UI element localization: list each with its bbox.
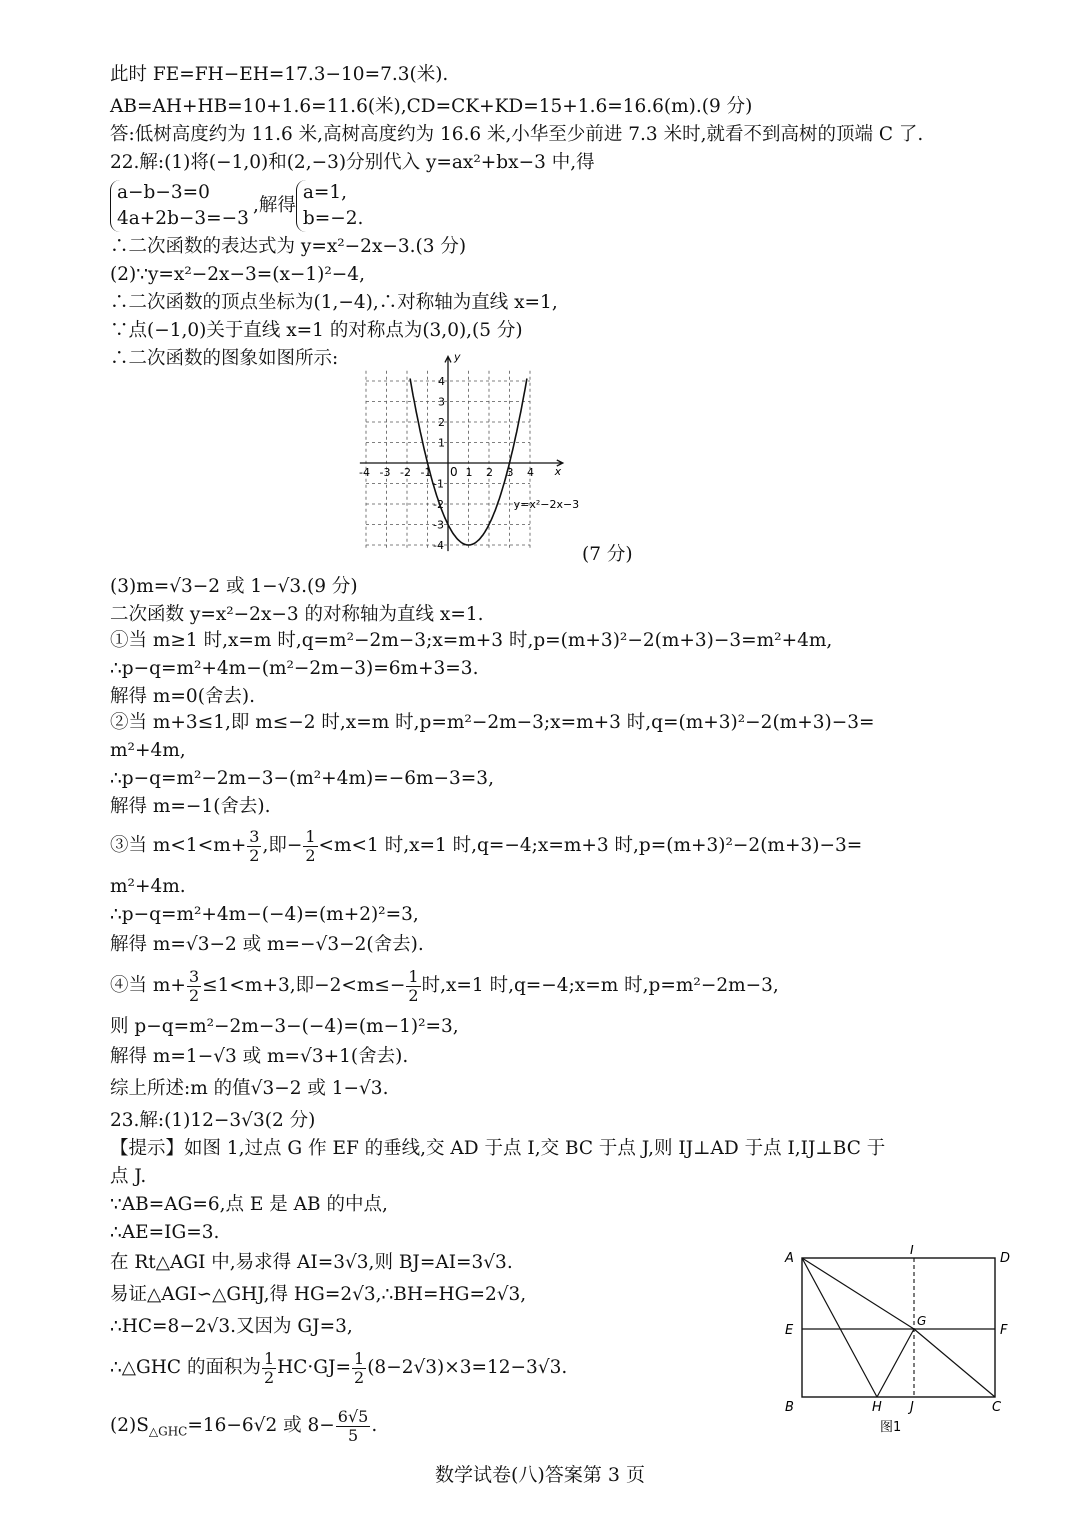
denominator: 2 <box>188 985 200 1005</box>
segment-gc <box>914 1329 995 1397</box>
y-tick-label: 4 <box>438 375 445 388</box>
case-3 <box>110 824 1020 868</box>
numerator: 6√5 <box>337 1406 369 1426</box>
text-line: m²+4m, <box>110 740 186 761</box>
text-line: 二次函数 y=x²−2x−3 的对称轴为直线 x=1. <box>110 604 484 625</box>
segment-hg <box>877 1329 914 1397</box>
text-line: 解得 m=−1(舍去). <box>110 796 271 817</box>
y-tick-label: -3 <box>433 518 444 532</box>
fraction <box>262 1350 276 1387</box>
curve-label: y=x²−2x−3 <box>513 498 580 512</box>
x-tick-label: -3 <box>379 466 391 479</box>
text-line: 易证△AGI∽△GHJ,得 HG=2√3,∴BH=HG=2√3, <box>110 1284 527 1305</box>
rectangle-abcd <box>802 1258 995 1397</box>
text-line: ∵AB=AG=6,点 E 是 AB 的中点, <box>110 1194 388 1215</box>
fraction <box>406 968 420 1005</box>
label-b: B <box>785 1400 794 1415</box>
text-line: 此时 FE=FH−EH=17.3−10=7.3(米). <box>110 64 449 85</box>
text-line: AB=AH+HB=10+1.6=11.6(米),CD=CK+KD=15+1.6=16.6(m).(9 分) <box>110 96 753 117</box>
part-2-text: =16−6√2 或 8− <box>187 1415 335 1436</box>
x-tick-label: 1 <box>465 466 473 479</box>
text-line: ∵点(−1,0)关于直线 x=1 的对称点为(3,0),(5 分) <box>110 320 523 341</box>
case-4-text: ④当 m+ <box>110 975 186 996</box>
text-line: 解得 m=√3−2 或 m=−√3−2(舍去). <box>110 934 424 955</box>
denominator: 5 <box>347 1425 359 1445</box>
text-line: 答:低树高度约为 11.6 米,高树高度约为 16.6 米,小华至少前进 7.3 米时,就看不到高树的顶端 C 了. <box>110 124 924 145</box>
case-4 <box>110 964 1020 1008</box>
y-tick-label: -1 <box>433 477 444 491</box>
solution: b=−2. <box>302 208 364 229</box>
equation-system <box>110 178 367 234</box>
denominator: 2 <box>249 845 260 865</box>
page-footer: 数学试卷(八)答案第 3 页 <box>435 1464 645 1486</box>
text-line: ∴二次函数的图象如图所示: <box>110 348 339 369</box>
numerator: 3 <box>249 826 260 846</box>
equation: a−b−3=0 <box>117 182 210 203</box>
label-j: J <box>910 1400 914 1415</box>
label-i: I <box>910 1245 914 1258</box>
subscript: △GHC <box>148 1424 188 1439</box>
label-g: G <box>917 1314 927 1328</box>
question-22-heading: 22.解:(1)将(−1,0)和(2,−3)分别代入 y=ax²+bx−3 中,得 <box>110 152 595 173</box>
text-line: ∴AE=IG=3. <box>110 1222 220 1243</box>
hint-line: 【提示】如图 1,过点 G 作 EF 的垂线,交 AD 于点 I,交 BC 于点 J,则 IJ⊥AD 于点 I,IJ⊥BC 于 <box>110 1138 886 1159</box>
text-line: 点 J. <box>110 1166 147 1187</box>
denominator: 2 <box>263 1367 275 1387</box>
fraction <box>187 968 201 1005</box>
text-line: ∴p−q=m²−2m−3−(m²+4m)=−6m−3=3, <box>110 768 494 789</box>
score-label: (7 分) <box>582 544 633 565</box>
part-2-text: (2)S <box>110 1415 149 1436</box>
denominator: 2 <box>354 1367 365 1387</box>
y-tick-label: -4 <box>433 539 444 552</box>
text-line: 解得 m=0(舍去). <box>110 686 256 707</box>
text-line: ∴二次函数的顶点坐标为(1,−4),∴对称轴为直线 x=1, <box>110 292 558 313</box>
area-text: ∴△GHC 的面积为 <box>110 1357 261 1378</box>
label-d: D <box>1000 1251 1011 1266</box>
text-line: ∴p−q=m²+4m−(m²−2m−3)=6m+3=3. <box>110 658 479 679</box>
numerator: 1 <box>354 1348 365 1368</box>
numerator: 1 <box>263 1348 275 1368</box>
x-tick-label: 2 <box>486 466 493 479</box>
numerator: 1 <box>408 966 419 986</box>
text-line: (3)m=√3−2 或 1−√3.(9 分) <box>110 576 358 597</box>
y-tick-label: -2 <box>433 498 444 511</box>
text-line: ∴HC=8−2√3.又因为 GJ=3, <box>110 1316 353 1337</box>
label-f: F <box>1000 1323 1008 1338</box>
axis-lines <box>360 356 563 551</box>
question-23-heading: 23.解:(1)12−3√3(2 分) <box>110 1110 316 1131</box>
area-text: (8−2√3)×3=12−3√3. <box>367 1357 568 1378</box>
axes <box>360 356 563 551</box>
case-3-text: ,即− <box>262 835 303 856</box>
text-line: ∴p−q=m²+4m−(−4)=(m+2)²=3, <box>110 904 419 925</box>
denominator: 2 <box>305 845 316 865</box>
text-line: ∴二次函数的表达式为 y=x²−2x−3.(3 分) <box>110 236 467 257</box>
solution-brace <box>296 180 364 232</box>
case-2: ②当 m+3≤1,即 m≤−2 时,x=m 时,p=m²−2m−3;x=m+3 时,q=(m+3)²−2(m+3)−3= <box>110 712 875 733</box>
y-axis-label: y <box>454 352 461 364</box>
segment-ag <box>802 1258 914 1329</box>
solve-text: ,解得 <box>252 195 296 216</box>
figure-1 <box>780 1245 1020 1445</box>
x-tick-label: 3 <box>506 466 514 479</box>
part-2-text: . <box>371 1415 378 1436</box>
fraction <box>247 828 261 865</box>
origin-label: 0 <box>450 465 458 479</box>
x-tick-label: -2 <box>400 466 411 479</box>
left-brace <box>110 180 249 232</box>
fraction <box>352 1350 366 1387</box>
figure-caption: 图1 <box>880 1420 902 1435</box>
solution: a=1, <box>302 182 348 203</box>
denominator: 2 <box>408 985 419 1005</box>
fraction <box>336 1408 371 1445</box>
text-line: 在 Rt△AGI 中,易求得 AI=3√3,则 BJ=AI=3√3. <box>110 1252 513 1273</box>
text-line: 综上所述:m 的值√3−2 或 1−√3. <box>110 1078 389 1099</box>
label-h: H <box>872 1400 882 1415</box>
x-axis-label: x <box>554 465 562 478</box>
label-e: E <box>785 1323 794 1338</box>
area-text: HC·GJ= <box>277 1357 352 1378</box>
label-a: A <box>785 1251 794 1266</box>
equation: 4a+2b−3=−3 <box>117 208 249 229</box>
fraction <box>303 828 317 865</box>
text-line: 则 p−q=m²−2m−3−(−4)=(m−1)²=3, <box>110 1016 459 1037</box>
y-tick-label: 3 <box>438 395 445 409</box>
case-4-text: 时,x=1 时,q=−4;x=m 时,p=m²−2m−3, <box>421 975 779 996</box>
parabola-graph <box>355 352 585 562</box>
case-3-text: ③当 m<1<m+ <box>110 835 247 856</box>
x-tick-label: 4 <box>527 466 534 479</box>
text-line: 解得 m=1−√3 或 m=√3+1(舍去). <box>110 1046 409 1067</box>
numerator: 1 <box>305 826 316 846</box>
numerator: 3 <box>188 966 200 986</box>
x-tick-label: -4 <box>359 466 370 479</box>
case-1: ①当 m≥1 时,x=m 时,q=m²−2m−3;x=m+3 时,p=(m+3)²−2(m+3)−3=m²+4m, <box>110 630 833 651</box>
x-tick-label: -1 <box>420 466 432 479</box>
y-tick-label: 2 <box>438 416 445 429</box>
case-4-text: ≤1<m+3,即−2<m≤− <box>202 975 406 996</box>
case-3-text: <m<1 时,x=1 时,q=−4;x=m+3 时,p=(m+3)²−2(m+3)−3= <box>318 835 863 856</box>
text-line: m²+4m. <box>110 876 186 897</box>
label-c: C <box>992 1400 1002 1415</box>
segment-ah <box>802 1258 877 1397</box>
text-line: (2)∵y=x²−2x−3=(x−1)²−4, <box>110 264 365 285</box>
y-tick-label: 1 <box>438 436 445 450</box>
